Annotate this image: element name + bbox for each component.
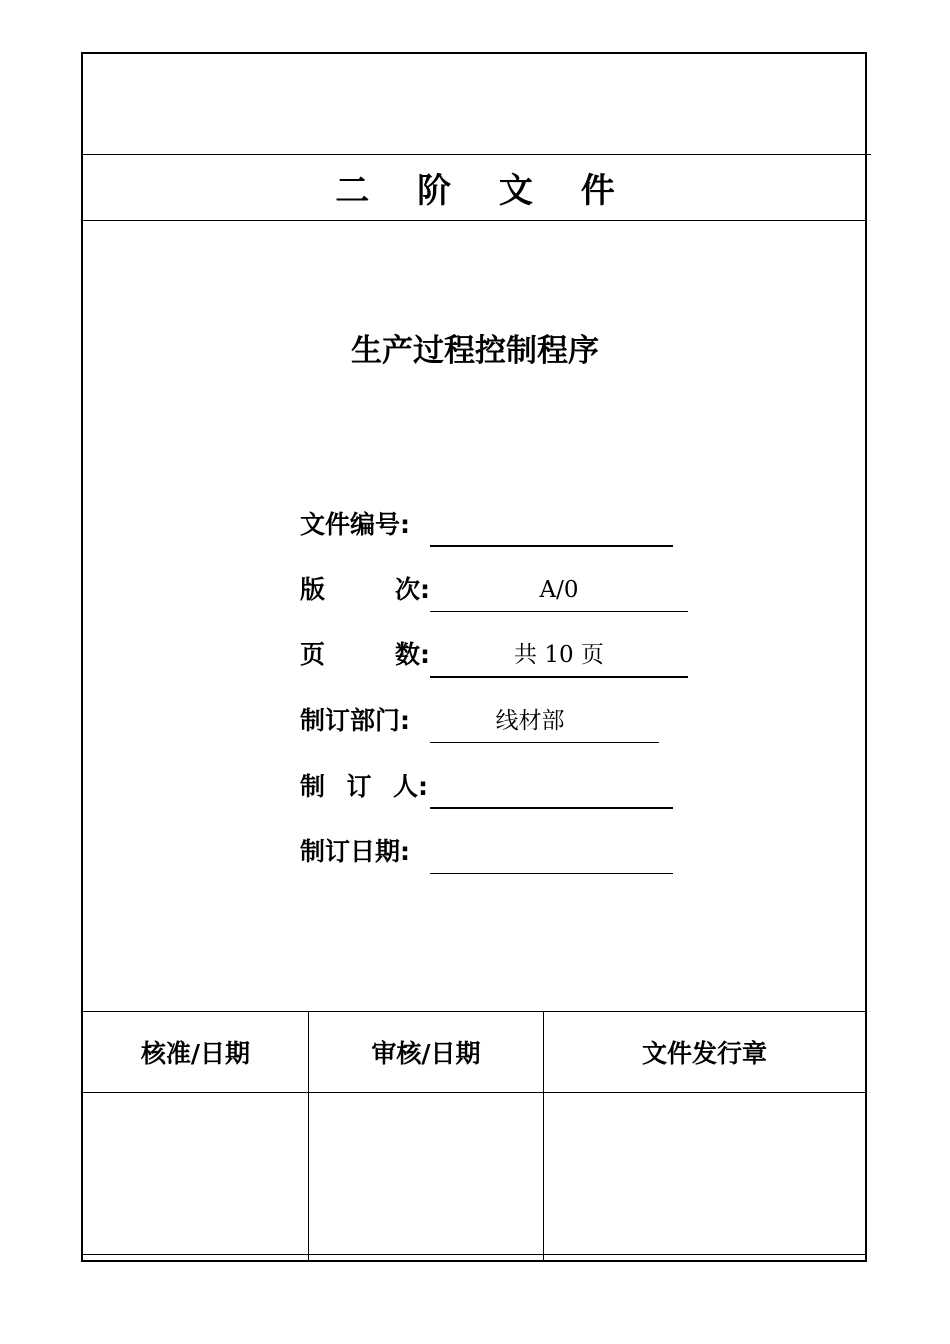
field-label-author [300, 770, 428, 804]
page-count-label-char-2: 数: [395, 640, 430, 669]
signature-header-issue-stamp: 文件发行章 [641, 1039, 767, 1068]
field-label-department: 制订部门: [300, 706, 410, 735]
field-value-version: A/0 [539, 577, 579, 603]
field-value-department: 线材部 [495, 708, 565, 734]
field-line-department [430, 742, 659, 743]
field-line-version [430, 611, 688, 612]
field-line-page-count [430, 676, 688, 678]
author-label-char-3: 人: [393, 772, 428, 801]
signature-table-bottom-rule [81, 1254, 867, 1255]
signature-header-review: 审核/日期 [371, 1039, 481, 1068]
document-title: 生产过程控制程序 [351, 333, 599, 369]
field-label-page-count [300, 638, 430, 672]
version-label-char-2: 次: [395, 575, 430, 604]
author-label-char-2: 订 [346, 772, 372, 801]
field-line-doc-number [430, 545, 673, 547]
signature-cell-approval [83, 1093, 308, 1253]
signature-cell-review [309, 1093, 543, 1253]
field-line-date [430, 873, 673, 874]
page-count-label-char-1: 页 [300, 640, 326, 669]
field-value-page-count: 共 10 页 [514, 642, 604, 668]
header-divider-bottom [81, 220, 867, 221]
field-line-author [430, 807, 673, 809]
signature-header-approval: 核准/日期 [140, 1039, 251, 1068]
field-label-doc-number: 文件编号: [300, 510, 410, 539]
document-level: 二 阶 文 件 [335, 170, 633, 211]
signature-cell-issue-stamp [544, 1093, 865, 1253]
field-label-date: 制订日期: [300, 837, 410, 866]
field-label-version [300, 573, 430, 607]
version-label-char-1: 版 [300, 575, 326, 604]
author-label-char-1: 制 [300, 772, 326, 801]
